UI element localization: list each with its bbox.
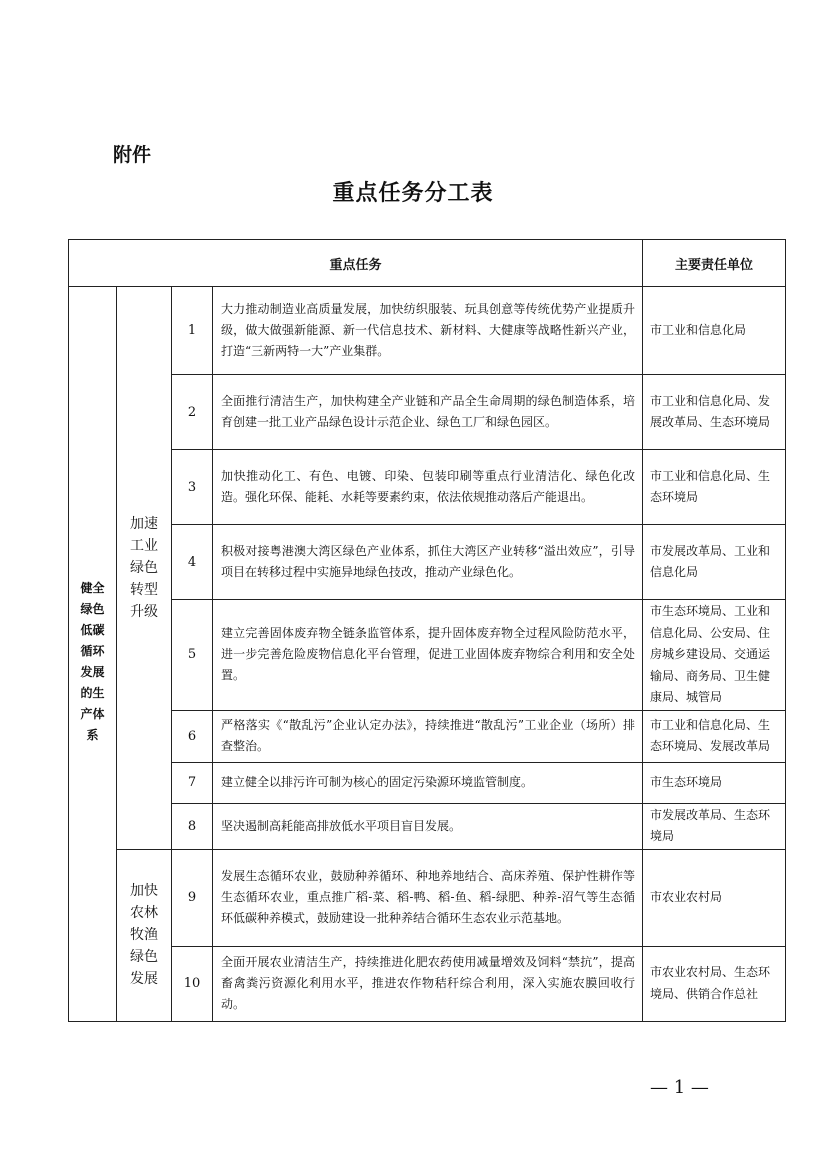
- responsible-unit: 市工业和信息化局、生态环境局: [643, 450, 786, 525]
- table-row: [69, 450, 786, 525]
- header-task: 重点任务: [69, 240, 643, 287]
- task-text: 建立完善固体废弃物全链条监管体系，提升固体废弃物全过程风险防范水平，进一步完善危险废物信息化平台管理，促进工业固体废弃物综合利用和安全处置。: [213, 600, 643, 711]
- responsible-unit: 市生态环境局、工业和信息化局、公安局、住房城乡建设局、交通运输局、商务局、卫生健康局、城管局: [643, 600, 786, 711]
- responsible-unit: 市农业农村局: [643, 849, 786, 946]
- table-row: [69, 849, 786, 946]
- task-number: 6: [172, 710, 213, 762]
- table-row: [69, 600, 786, 711]
- page-number: — 1 —: [650, 1077, 709, 1098]
- system-cell: 健全 绿色 低碳 循环 发展 的生 产体 系: [69, 287, 117, 1022]
- responsible-unit: 市生态环境局: [643, 762, 786, 803]
- responsible-unit: 市农业农村局、生态环境局、供销合作总社: [643, 946, 786, 1021]
- task-number: 10: [172, 946, 213, 1021]
- task-text: 全面开展农业清洁生产，持续推进化肥农药使用减量增效及饲料“禁抗”，提高畜禽粪污资源化利用水平，推进农作物秸秆综合利用，深入实施农膜回收行动。: [213, 946, 643, 1021]
- responsible-unit: 市发展改革局、工业和信息化局: [643, 525, 786, 600]
- task-number: 3: [172, 450, 213, 525]
- task-text: 全面推行清洁生产，加快构建全产业链和产品全生命周期的绿色制造体系，培育创建一批工业产品绿色设计示范企业、绿色工厂和绿色园区。: [213, 375, 643, 450]
- task-text: 严格落实《“散乱污”企业认定办法》，持续推进“散乱污”工业企业（场所）排查整治。: [213, 710, 643, 762]
- task-number: 4: [172, 525, 213, 600]
- task-number: 2: [172, 375, 213, 450]
- table-row: [69, 762, 786, 803]
- task-text: 建立健全以排污许可制为核心的固定污染源环境监管制度。: [213, 762, 643, 803]
- responsible-unit: 市工业和信息化局、发展改革局、生态环境局: [643, 375, 786, 450]
- task-text: 加快推动化工、有色、电镀、印染、包装印刷等重点行业清洁化、绿色化改造。强化环保、能耗、水耗等要素约束，依法依规推动落后产能退出。: [213, 450, 643, 525]
- page-title: 重点任务分工表: [332, 181, 494, 206]
- task-number: 7: [172, 762, 213, 803]
- task-text: 积极对接粤港澳大湾区绿色产业体系，抓住大湾区产业转移“溢出效应”，引导项目在转移过程中实施异地绿色技改，推动产业绿色化。: [213, 525, 643, 600]
- table-row: [69, 287, 786, 375]
- task-text: 发展生态循环农业，鼓励种养循环、种地养地结合、高床养殖、保护性耕作等生态循环农业，重点推广稻-菜、稻-鸭、稻-鱼、稻-绿肥、种养-沼气等生态循环低碳种养模式，鼓励建设一批种养结合循环生态农业示范基地。: [213, 849, 643, 946]
- task-text: 坚决遏制高耗能高排放低水平项目盲目发展。: [213, 803, 643, 849]
- category-cell: 加快 农林 牧渔 绿色 发展: [117, 849, 172, 1021]
- header-unit: 主要责任单位: [643, 240, 786, 287]
- task-number: 5: [172, 600, 213, 711]
- task-number: 8: [172, 803, 213, 849]
- task-text: 大力推动制造业高质量发展，加快纺织服装、玩具创意等传统优势产业提质升级，做大做强新能源、新一代信息技术、新材料、大健康等战略性新兴产业，打造“三新两特一大”产业集群。: [213, 287, 643, 375]
- table-row: [69, 946, 786, 1021]
- attachment-label: 附件: [113, 144, 152, 166]
- table-row: [69, 375, 786, 450]
- table-row: [69, 803, 786, 849]
- task-number: 9: [172, 849, 213, 946]
- responsible-unit: 市发展改革局、生态环境局: [643, 803, 786, 849]
- table-row: [69, 525, 786, 600]
- table-row: [69, 710, 786, 762]
- category-cell: 加速 工业 绿色 转型 升级: [117, 287, 172, 850]
- responsible-unit: 市工业和信息化局: [643, 287, 786, 375]
- table-header-row: [69, 240, 786, 287]
- task-table: [68, 239, 786, 1022]
- responsible-unit: 市工业和信息化局、生态环境局、发展改革局: [643, 710, 786, 762]
- task-number: 1: [172, 287, 213, 375]
